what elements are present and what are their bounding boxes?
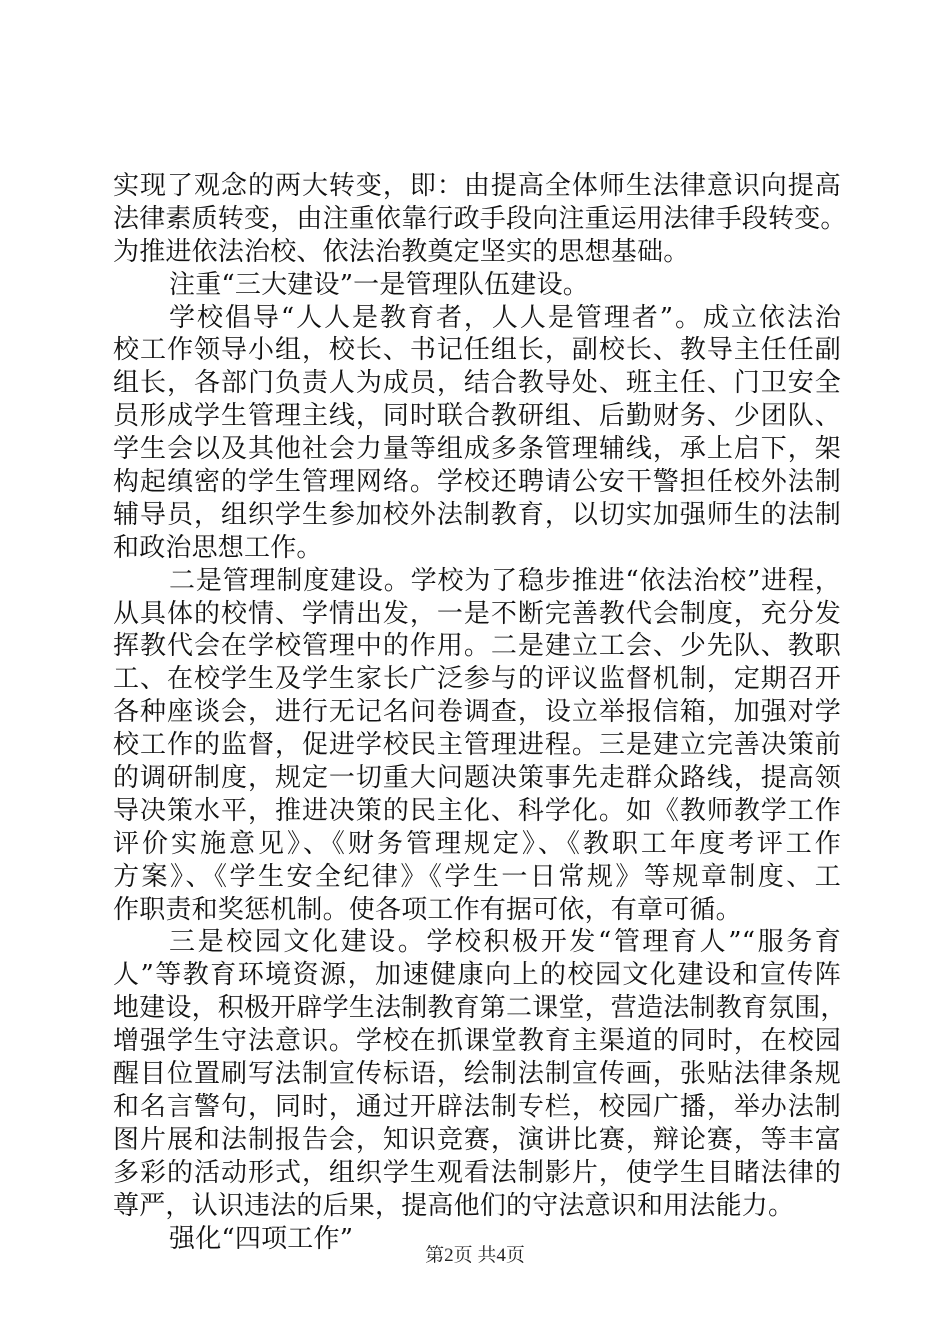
text-line: 和政治思想工作。 <box>113 532 323 563</box>
text-line: 评价实施意见》、《财务管理规定》、《教职工年度考评工作 <box>113 828 841 859</box>
document-body <box>113 170 847 1255</box>
text-line: 尊严，认识违法的后果，提高他们的守法意识和用法能力。 <box>113 1190 795 1221</box>
page-footer: 第2页 共4页 <box>425 1245 525 1266</box>
text-line: 三是校园文化建设。学校积极开发“管理育人”“服务育 <box>169 927 841 958</box>
text-line: 人”等教育环境资源，加速健康向上的校园文化建设和宣传阵 <box>113 960 841 991</box>
text-line: 多彩的活动形式，组织学生观看法制影片，使学生目睹法律的 <box>113 1157 841 1188</box>
text-line: 图片展和法制报告会，知识竞赛，演讲比赛，辩论赛，等丰富 <box>113 1124 841 1155</box>
text-line: 增强学生守法意识。学校在抓课堂教育主渠道的同时，在校园 <box>113 1026 841 1057</box>
text-line: 二是管理制度建设。学校为了稳步推进“依法治校”进程， <box>169 565 841 596</box>
text-line: 地建设，积极开辟学生法制教育第二课堂，营造法制教育氛围， <box>113 993 847 1024</box>
text-line: 工、在校学生及学生家长广泛参与的评议监督机制，定期召开 <box>113 664 841 695</box>
text-line: 法律素质转变，由注重依靠行政手段向注重运用法律手段转变。 <box>113 203 847 234</box>
text-line: 学校倡导“人人是教育者，人人是管理者”。成立依法治 <box>169 302 841 333</box>
text-line: 组长，各部门负责人为成员，结合教导处、班主任、门卫安全 <box>113 368 841 399</box>
text-line: 醒目位置刷写法制宣传标语，绘制法制宣传画，张贴法律条规 <box>113 1059 841 1090</box>
text-line: 注重“三大建设”一是管理队伍建设。 <box>169 269 589 300</box>
text-line: 学生会以及其他社会力量等组成多条管理辅线，承上启下，架 <box>113 434 841 465</box>
text-line: 方案》、《学生安全纪律》《学生一日常规》等规章制度、工 <box>113 861 841 892</box>
text-line: 挥教代会在学校管理中的作用。二是建立工会、少先队、教职 <box>113 631 841 662</box>
text-line: 和名言警句，同时，通过开辟法制专栏，校园广播，举办法制 <box>113 1091 841 1122</box>
text-line: 校工作的监督，促进学校民主管理进程。三是建立完善决策前 <box>113 730 841 761</box>
text-line: 员形成学生管理主线，同时联合教研组、后勤财务、少团队、 <box>113 401 841 432</box>
text-line: 校工作领导小组，校长、书记任组长，副校长、教导主任任副 <box>113 335 841 366</box>
text-line: 导决策水平，推进决策的民主化、科学化。如《教师教学工作 <box>113 795 841 826</box>
text-line: 强化“四项工作” <box>169 1223 354 1254</box>
text-line: 为推进依法治校、依法治教奠定坚实的思想基础。 <box>113 236 690 267</box>
text-line: 构起缜密的学生管理网络。学校还聘请公安干警担任校外法制 <box>113 467 841 498</box>
text-line: 的调研制度，规定一切重大问题决策事先走群众路线，提高领 <box>113 763 841 794</box>
text-line: 从具体的校情、学情出发，一是不断完善教代会制度，充分发 <box>113 598 841 629</box>
text-line: 辅导员，组织学生参加校外法制教育，以切实加强师生的法制 <box>113 499 841 530</box>
text-line: 作职责和奖惩机制。使各项工作有据可依，有章可循。 <box>113 894 742 925</box>
text-line: 实现了观念的两大转变，即：由提高全体师生法律意识向提高 <box>113 171 841 201</box>
text-line: 各种座谈会，进行无记名问卷调查，设立举报信箱，加强对学 <box>113 697 841 728</box>
